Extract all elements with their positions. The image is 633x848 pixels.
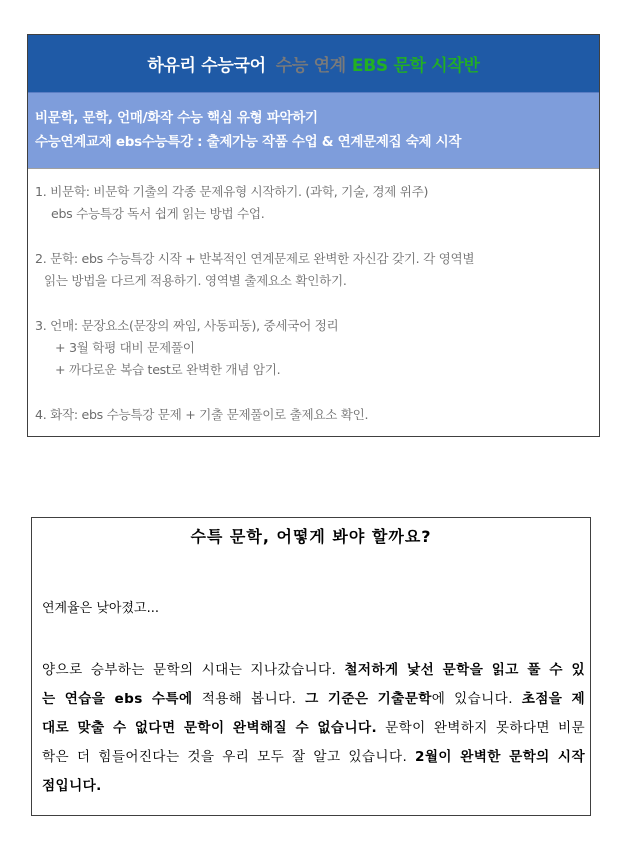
course-title-bar (28, 35, 599, 92)
guide-intro: 연계율은 낮아졌고... (42, 601, 159, 616)
curriculum-item-literature (35, 248, 599, 292)
para-seg: 에 있습니다. (431, 691, 522, 707)
curriculum-list (28, 169, 599, 426)
para-seg-bold: 2월이 완벽한 문학의 시작점입니다. (42, 749, 585, 794)
item-2-line-2: 읽는 방법을 다르게 적용하기. 영역별 출제요소 확인하기. (44, 273, 347, 288)
item-3-line-2: + 3월 학평 대비 문제풀이 (55, 340, 195, 355)
item-1-line-1: 1. 비문학: 비문학 기출의 각종 문제유형 시작하기. (과학, 기술, 경제 위주) (35, 184, 429, 199)
summary-line-1: 비문학, 문학, 언매/화작 수능 핵심 유형 파악하기 (35, 110, 318, 126)
para-seg: 적용해 봅니다. (201, 691, 306, 707)
course-summary (28, 92, 599, 169)
curriculum-item-reading (35, 181, 599, 225)
para-seg: 문학이 완벽하지 못하다면 비문학은 더 힘들어진다는 것을 우리 모두 잘 알고 있습니다. (42, 720, 586, 765)
item-4-line-1: 4. 화작: ebs 수능특강 문제 + 기출 문제풀이로 출제요소 확인. (35, 407, 369, 422)
para-seg-bold: 철저하게 낯선 문학을 읽고 풀 수 있는 연습을 ebs 수특에 (42, 662, 585, 707)
course-title-main: 하유리 수능국어 (147, 56, 266, 76)
curriculum-item-grammar (35, 315, 599, 381)
para-seg-bold: 초점을 제대로 맞출 수 없다면 문학이 완벽해질 수 없습니다. (42, 691, 585, 736)
summary-line-2: 수능연계교재 ebs수능특강 : 출제가능 작품 수업 & 연계문제집 숙제 시작 (35, 134, 462, 150)
item-3-line-3: + 까다로운 복습 test로 완벽한 개념 암기. (55, 362, 281, 377)
para-seg: 양으로 승부하는 문학의 시대는 지나갔습니다. (42, 662, 345, 678)
item-3-line-1: 3. 언매: 문장요소(문장의 짜임, 사동피동), 중세국어 정리 (35, 318, 339, 333)
item-1-line-2: ebs 수능특강 독서 쉽게 읽는 방법 수업. (51, 206, 265, 221)
guide-paragraph (42, 656, 585, 801)
course-title-highlight: EBS 문학 시작반 (351, 56, 480, 76)
course-info-card (27, 34, 600, 437)
course-title-link: 수능 연계 (275, 56, 346, 76)
literature-guide-card (31, 517, 591, 816)
guide-title: 수특 문학, 어떻게 봐야 할까요? (190, 527, 432, 546)
item-2-line-1: 2. 문학: ebs 수능특강 시작 + 반복적인 연계문제로 완벽한 자신감 갖기. 각 영역별 (35, 251, 475, 266)
curriculum-item-speech (35, 404, 599, 426)
para-seg-bold: 그 기준은 기출문학 (305, 691, 432, 707)
